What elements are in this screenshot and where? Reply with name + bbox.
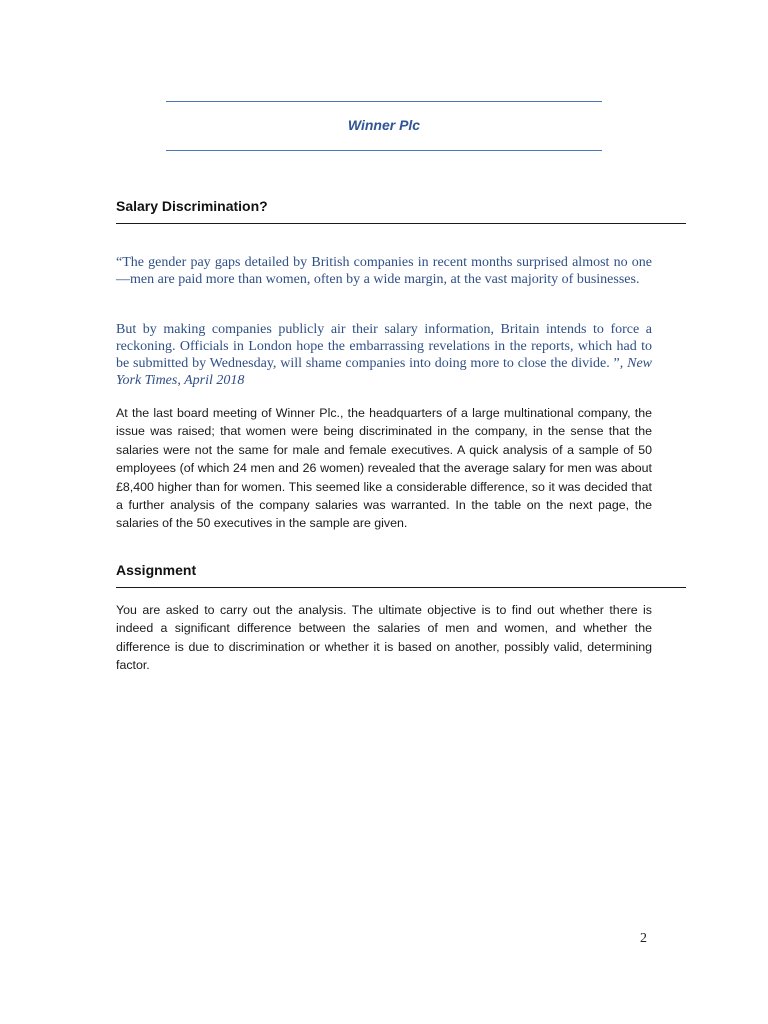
body-paragraph-background: At the last board meeting of Winner Plc., the headquarters of a large multinational company, the issue was raised; that women were being discriminated in the company, in the sense that the salaries were not the same for male and female executives. A quick analysis of a sample of 50 employees (of which 24 men and 26 women) revealed that the average salary for men was about £8,400 higher than for women. This seemed like a considerable difference, so it was decided that a further analysis of the company salaries was warranted. In the table on the next page, the salaries of the 50 executives in the sample are given. (116, 406, 652, 531)
quote-paragraph-2 (116, 321, 652, 389)
body-paragraph-assignment: You are asked to carry out the analysis. The ultimate objective is to find out whether there is indeed a significant difference between the salaries of men and women, and whether the difference is due to discrimination or whether it is based on another, possibly valid, determining factor. (116, 603, 652, 673)
page-number: 2 (640, 931, 647, 946)
section-heading-assignment: Assignment (116, 562, 686, 588)
quote-source: , New York Times, April 2018 (116, 356, 652, 388)
section-heading-salary-discrimination: Salary Discrimination? (116, 198, 686, 224)
quote-paragraph-2-text: But by making companies publicly air their salary information, Britain intends to force a reckoning. Officials in London hope the embarrassing revelations in the reports, which had to be submitted by Wednesday, will shame companies into doing more to close the divide. ” (116, 322, 652, 371)
quote-paragraph-1: “The gender pay gaps detailed by British companies in recent months surprised almost no one —men are paid more than women, often by a wide margin, at the vast majority of businesses. (116, 255, 652, 287)
document-title: Winner Plc (347, 117, 421, 133)
document-header (166, 101, 602, 151)
